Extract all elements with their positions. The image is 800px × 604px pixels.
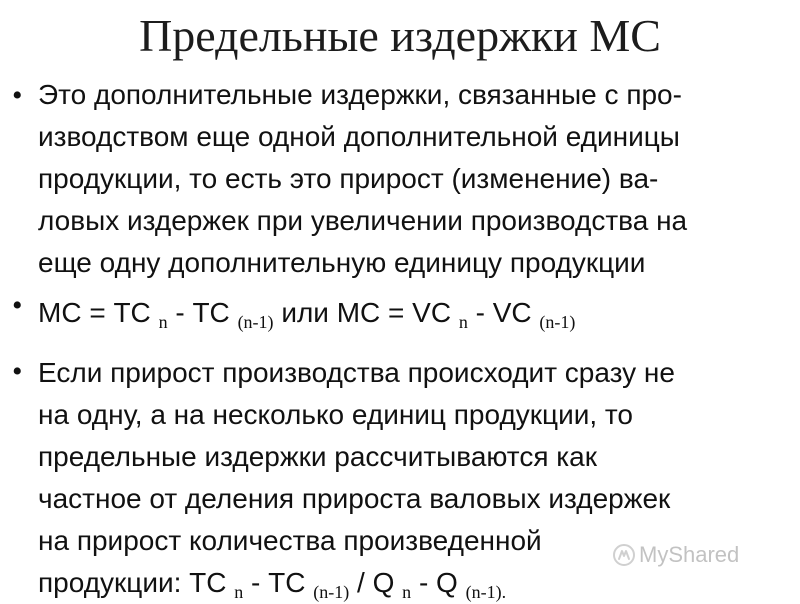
watermark xyxy=(612,537,762,573)
last-line-sub-4: (n-1). xyxy=(465,582,507,602)
formula-sub-1: n xyxy=(158,312,168,332)
formula-text xyxy=(38,292,788,334)
definition-line-5: еще одну дополнительную единицу продукции xyxy=(38,247,646,278)
myshared-logo-icon xyxy=(612,542,636,566)
definition-line-3: продукции, то есть это прирост (изменение) ва- xyxy=(38,163,659,194)
mc-formula xyxy=(38,292,788,334)
last-line-part-1: продукции: ТС xyxy=(38,567,227,598)
definition-line-4: ловых издержек при увеличении производства на xyxy=(38,205,688,236)
formula-part-1: МС = ТС xyxy=(38,297,151,328)
watermark-text: MyShared xyxy=(639,542,740,567)
last-line-part-2: - ТС xyxy=(251,567,306,598)
formula-sub-3: n xyxy=(458,312,468,332)
formula-sub-2: (n-1) xyxy=(237,312,274,332)
bullet-list xyxy=(0,74,800,604)
bullet-marker: • xyxy=(12,79,23,112)
definition-line-1: Это дополнительные издержки, связанные с про- xyxy=(38,79,682,110)
bullet-marker: • xyxy=(12,355,23,388)
last-line-sub-3: n xyxy=(402,582,412,602)
multiple-units-line-1: Если прирост производства происходит сразу не xyxy=(38,357,675,388)
formula-part-4: - VC xyxy=(475,297,532,328)
bullet-formula xyxy=(0,284,800,350)
formula-sub-4: (n-1) xyxy=(539,312,576,332)
multiple-units-line-5: на прирост количества произведенной xyxy=(38,525,542,556)
bullet-definition xyxy=(0,74,800,284)
formula-part-3: или МС = VC xyxy=(281,297,452,328)
multiple-units-line-4: частное от деления прироста валовых издержек xyxy=(38,483,671,514)
bullet-marker: • xyxy=(12,289,23,322)
last-line-sub-2: (n-1) xyxy=(313,582,350,602)
last-line-part-3: / Q xyxy=(357,567,395,598)
last-line-sub-1: n xyxy=(234,582,244,602)
last-line-part-4: - Q xyxy=(418,567,458,598)
definition-line-2: изводством еще одной дополнительной единицы xyxy=(38,121,680,152)
slide-title: Предельные издержки МС xyxy=(139,10,661,61)
multiple-units-line-2: на одну, а на несколько единиц продукции, то xyxy=(38,399,633,430)
multiple-units-line-3: предельные издержки рассчитываются как xyxy=(38,441,597,472)
formula-part-2: - ТС xyxy=(175,297,230,328)
definition-text xyxy=(38,74,788,284)
